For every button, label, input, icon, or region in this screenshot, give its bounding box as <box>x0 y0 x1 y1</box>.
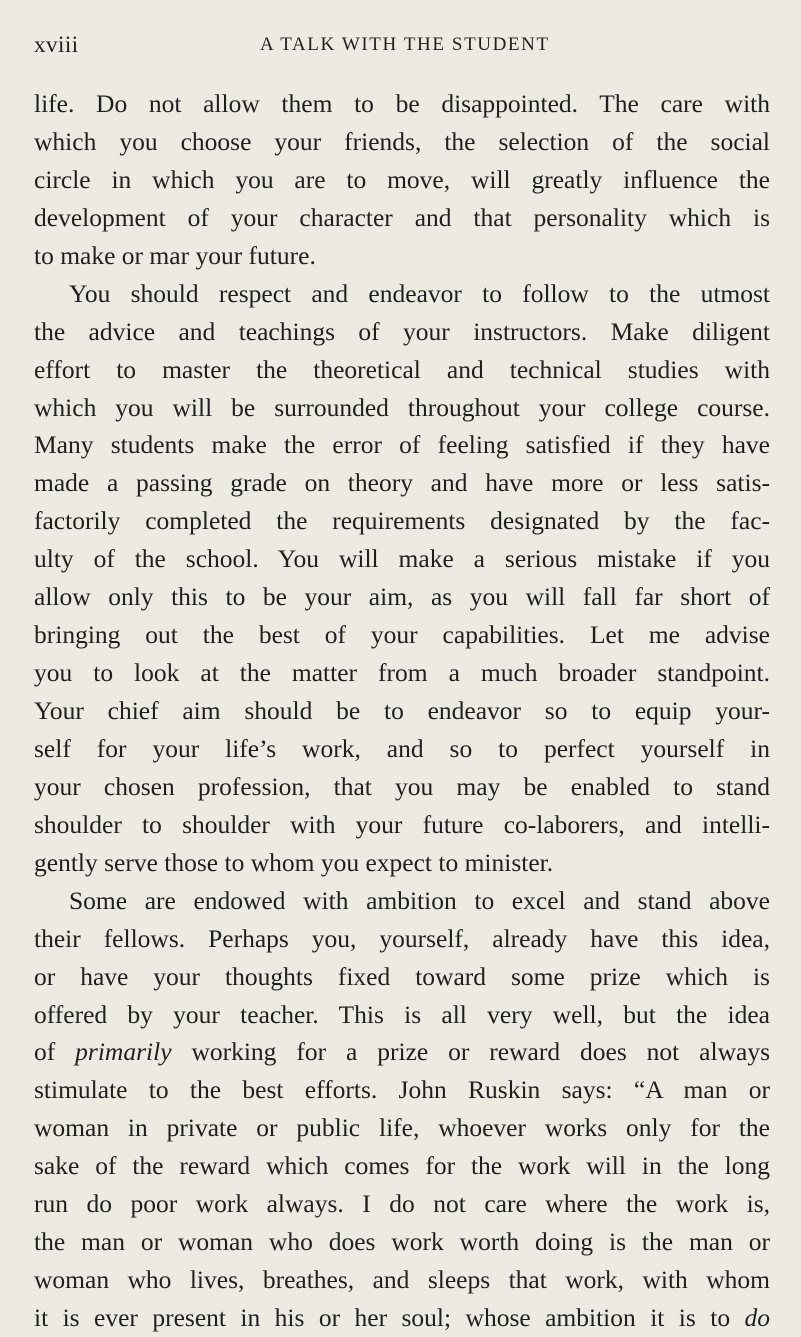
text-line: development of your character and that personality which is <box>34 202 770 232</box>
text-line: your chosen profession, that you may be enabled to stand <box>34 771 770 801</box>
text-line: allow only this to be your aim, as you will fall far short of <box>34 582 770 612</box>
text-line: sake of the reward which comes for the work will in the long <box>34 1151 770 1181</box>
running-title: A TALK WITH THE STUDENT <box>260 34 550 55</box>
text-line: self for your life’s work, and so to perfect yourself in <box>34 733 770 763</box>
text-line: which you choose your friends, the selection of the social <box>34 126 770 156</box>
running-head <box>0 32 801 62</box>
text-line: circle in which you are to move, will greatly influence the <box>34 164 770 194</box>
text-line: made a passing grade on theory and have more or less satis- <box>34 468 770 498</box>
text-line: ulty of the school. You will make a serious mistake if you <box>34 544 770 574</box>
text-line: shoulder to shoulder with your future co-laborers, and intelli- <box>34 809 770 839</box>
text-line: Some are endowed with ambition to excel and stand above <box>69 885 770 915</box>
text-line: stimulate to the best efforts. John Ruskin says: “A man or <box>34 1075 770 1105</box>
text-line: to make or mar your future. <box>34 240 316 270</box>
text-line: you to look at the matter from a much broader standpoint. <box>34 658 770 688</box>
text-line: Many students make the error of feeling satisfied if they have <box>34 430 770 460</box>
text-line: factorily completed the requirements designated by the fac- <box>34 506 770 536</box>
text-line: woman in private or public life, whoever works only for the <box>34 1113 770 1143</box>
text-line: the advice and teachings of your instructors. Make diligent <box>34 316 770 346</box>
text-line: life. Do not allow them to be disappointed. The care with <box>34 89 770 118</box>
text-line: gently serve those to whom you expect to minister. <box>34 847 554 877</box>
text-run: working for a prize or reward does not always <box>171 1037 770 1067</box>
text-line: the man or woman who does work worth doing is the man or <box>34 1227 770 1257</box>
text-line: effort to master the theoretical and technical studies with <box>34 354 770 384</box>
text-line: run do poor work always. I do not care where the work is, <box>34 1189 770 1219</box>
text-line: or have your thoughts fixed toward some prize which is <box>34 961 770 991</box>
text-line: their fellows. Perhaps you, yourself, already have this idea, <box>34 923 770 953</box>
italic-emphasis: do <box>744 1303 770 1332</box>
text-line: offered by your teacher. This is all very well, but the idea <box>34 999 770 1029</box>
italic-emphasis: primarily <box>75 1037 172 1067</box>
body-text <box>34 85 770 1337</box>
text-line: You should respect and endeavor to follow to the utmost <box>69 278 770 308</box>
text-line <box>34 1299 770 1337</box>
text-line <box>34 1033 770 1071</box>
text-line: Your chief aim should be to endeavor so to equip your- <box>34 696 770 725</box>
text-line: woman who lives, breathes, and sleeps that work, with whom <box>34 1265 770 1295</box>
page-number: xviii <box>34 32 79 57</box>
text-line: bringing out the best of your capabilities. Let me advise <box>34 620 770 650</box>
text-line: which you will be surrounded throughout your college course. <box>34 392 770 422</box>
text-run: it is ever present in his or her soul; whose ambition it is to <box>34 1303 745 1332</box>
text-run: of <box>34 1037 76 1067</box>
